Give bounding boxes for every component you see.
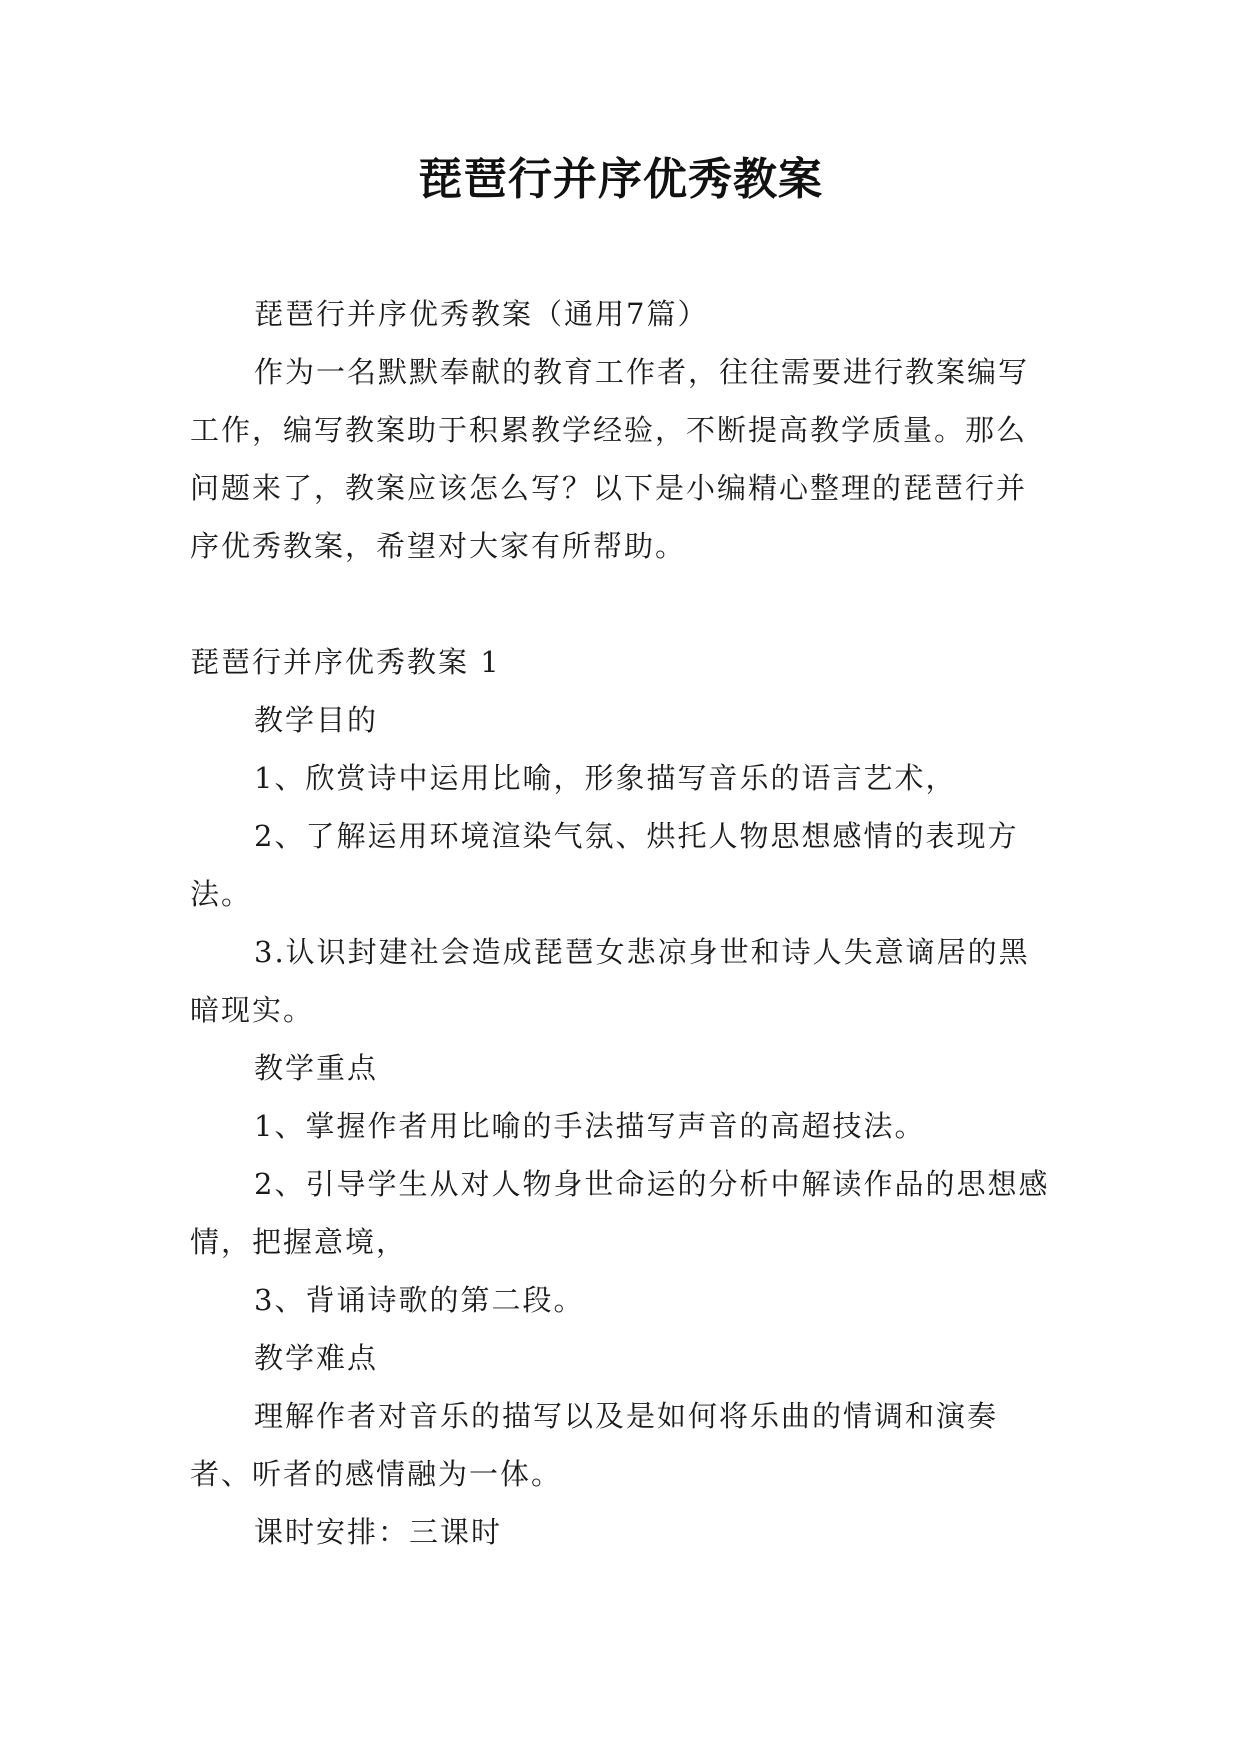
section-spacer — [190, 575, 1050, 633]
schedule-text: 课时安排：三课时 — [254, 1515, 503, 1549]
intro-title: 琵琶行并序优秀教案（通用7篇） — [254, 297, 709, 331]
key-points-label: 教学重点 — [254, 1051, 379, 1085]
key-point-item-3: 3、背诵诗歌的第二段。 — [254, 1283, 585, 1317]
objective-item-2: 2、了解运用环境渲染气氛、烘托人物思想感情的表现方法。 — [190, 819, 1019, 911]
difficulty-label: 教学难点 — [254, 1341, 379, 1375]
difficulty-text: 理解作者对音乐的描写以及是如何将乐曲的情调和演奏者、听者的感情融为一体。 — [190, 1399, 999, 1491]
objective-item-3: 3.认识封建社会造成琵琶女悲凉身世和诗人失意谪居的黑暗现实。 — [190, 935, 1030, 1027]
key-point-item-1: 1、掌握作者用比喻的手法描写声音的高超技法。 — [254, 1109, 926, 1143]
key-point-item-2: 2、引导学生从对人物身世命运的分析中解读作品的思想感情，把握意境， — [190, 1167, 1050, 1259]
intro-paragraph: 作为一名默默奉献的教育工作者，往往需要进行教案编写工作，编写教案助于积累教学经验，不断提高教学质量。那么问题来了，教案应该怎么写？以下是小编精心整理的琵琶行并序优秀教案，希望对大家有所帮助。 — [190, 355, 1030, 563]
section-heading: 琵琶行并序优秀教案 1 — [190, 645, 501, 679]
objectives-label: 教学目的 — [254, 703, 379, 737]
document-title: 琵琶行并序优秀教案 — [418, 154, 823, 205]
document-body — [190, 285, 1050, 1561]
objective-item-1: 1、欣赏诗中运用比喻，形象描写音乐的语言艺术， — [254, 761, 957, 795]
